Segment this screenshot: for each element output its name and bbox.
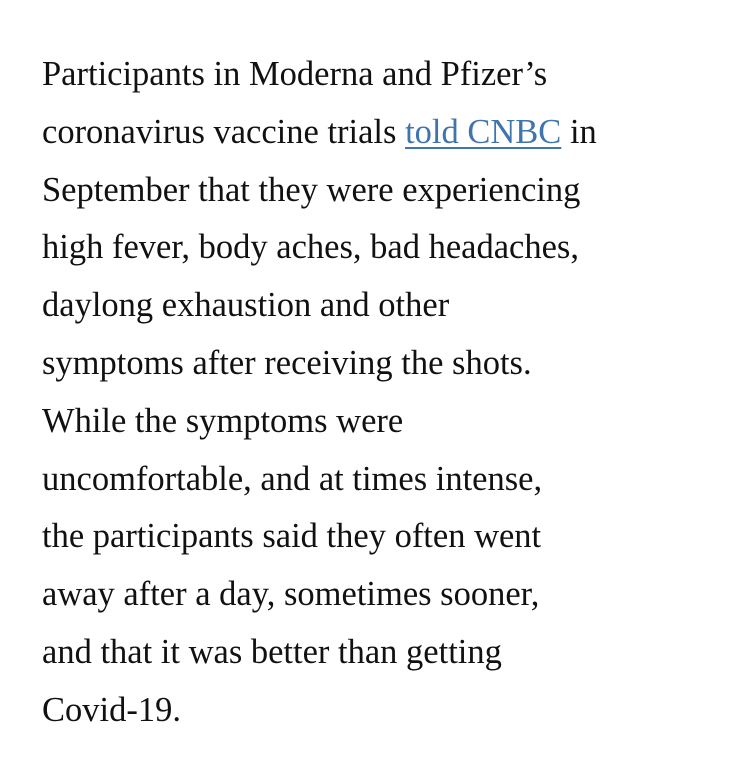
text-line: high fever, body aches, bad headaches, — [42, 228, 579, 267]
text-line: the participants said they often went — [42, 517, 542, 556]
text-segment: in — [561, 112, 597, 151]
text-line: away after a day, sometimes sooner, — [42, 575, 540, 614]
text-line: Participants in Moderna and Pfizer’s — [42, 55, 548, 93]
text-line: daylong exhaustion and other — [42, 286, 450, 325]
text-line: symptoms after receiving the shots. — [42, 343, 532, 382]
article-paragraph — [42, 46, 597, 740]
text-line: and that it was better than getting — [42, 632, 502, 671]
text-line: September that they were experiencing — [42, 170, 581, 209]
text-line: While the symptoms were — [42, 401, 404, 440]
told-cnbc-link[interactable]: told CNBC — [405, 112, 562, 151]
text-line: Covid-19. — [42, 690, 181, 729]
text-line: uncomfortable, and at times intense, — [42, 459, 543, 498]
text-line — [42, 104, 597, 162]
text-segment: coronavirus vaccine trials — [42, 112, 406, 151]
